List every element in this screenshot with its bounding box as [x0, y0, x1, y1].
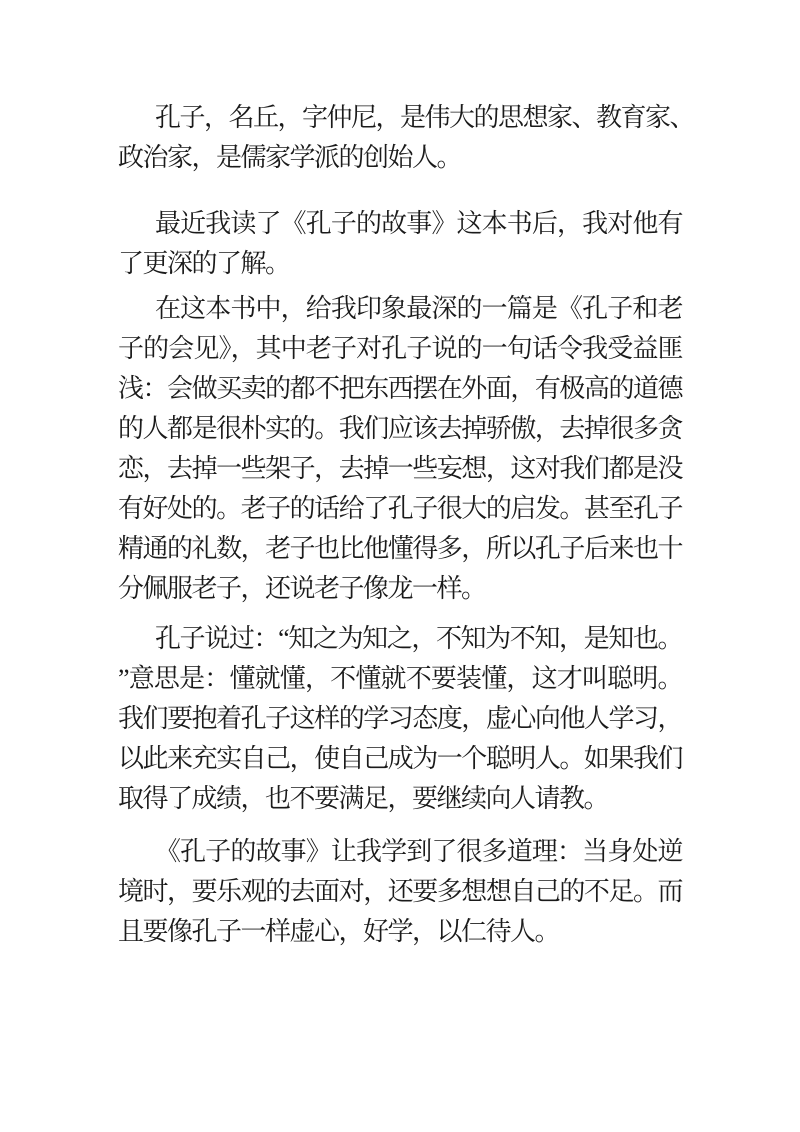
text-line: 我们要抱着孔子这样的学习态度，虚心向他人学习， [118, 704, 682, 733]
text-line: 子的会见》，其中老子对孔子说的一句话令我受益匪 [118, 334, 682, 363]
text-line: 孔子，名丘，字仲尼，是伟大的思想家、教育家、 [155, 103, 695, 132]
paragraph-1 [118, 98, 695, 178]
text-line: 恋，去掉一些架子，去掉一些妄想，这对我们都是没 [118, 454, 682, 483]
paragraph-3 [118, 289, 682, 609]
text-line: 且要像孔子一样虚心，好学，以仁待人。 [118, 917, 560, 946]
text-line: 以此来充实自己，使自己成为一个聪明人。如果我们 [118, 744, 682, 773]
text-line: 《孔子的故事》让我学到了很多道理：当身处逆 [155, 837, 682, 866]
text-line: 精通的礼数，老子也比他懂得多，所以孔子后来也十 [118, 534, 682, 563]
text-line: 最近我读了《孔子的故事》这本书后，我对他有 [155, 209, 682, 238]
document-body [118, 98, 695, 952]
text-line: 取得了成绩，也不要满足，要继续向人请教。 [118, 784, 609, 813]
paragraph-2 [118, 204, 682, 284]
text-line: 政治家，是儒家学派的创始人。 [118, 143, 462, 172]
text-line: ”意思是：懂就懂，不懂就不要装懂，这才叫聪明。 [118, 664, 682, 693]
text-line: 在这本书中，给我印象最深的一篇是《孔子和老 [155, 294, 682, 323]
text-line: 境时，要乐观的去面对，还要多想想自己的不足。而 [118, 877, 682, 906]
paragraph-5 [118, 832, 682, 952]
text-line: 孔子说过：“知之为知之，不知为不知，是知也。 [155, 624, 682, 653]
text-line: 浅：会做买卖的都不把东西摆在外面，有极高的道德 [118, 374, 682, 403]
paragraph-4 [118, 619, 682, 819]
text-line: 了更深的了解。 [118, 249, 290, 278]
text-line: 的人都是很朴实的。我们应该去掉骄傲，去掉很多贪 [118, 414, 682, 443]
text-line: 有好处的。老子的话给了孔子很大的启发。甚至孔子 [118, 494, 682, 523]
text-line: 分佩服老子，还说老子像龙一样。 [118, 574, 486, 603]
